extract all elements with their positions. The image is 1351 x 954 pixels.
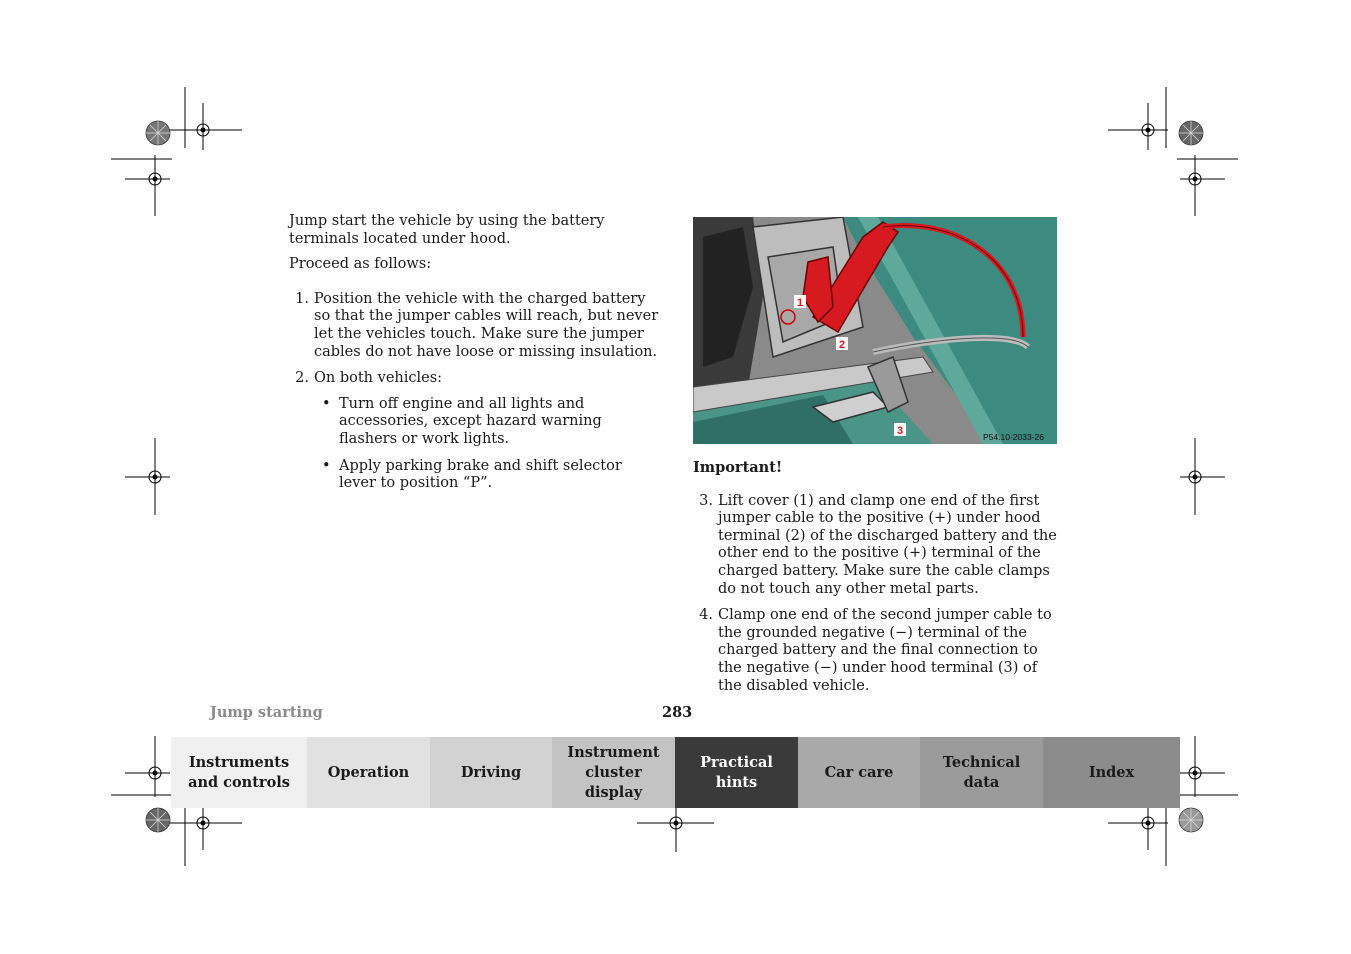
callout-2: 2 — [839, 339, 846, 351]
step-text: Lift cover (1) and clamp one end of the first jumper cable to the positive (+) under hood terminal (2) of the discharged battery and the other end to the positive (+) terminal of the charged battery. Make sure the cable clamps do not touch any other metal parts. — [718, 492, 1057, 597]
step-2 — [289, 370, 661, 493]
tab-car-care[interactable]: Car care — [798, 737, 920, 808]
footer-section-title: Jump starting — [210, 704, 323, 721]
callout-3: 3 — [897, 425, 904, 437]
left-column — [289, 213, 661, 502]
tab-driving[interactable]: Driving — [430, 737, 552, 808]
step-4 — [693, 607, 1063, 695]
steps-list-right — [693, 493, 1063, 696]
proceed-paragraph: Proceed as follows: — [289, 256, 432, 273]
steps-list-left — [289, 291, 661, 493]
tab-index[interactable]: Index — [1043, 737, 1180, 808]
important-heading: Important! — [693, 459, 783, 476]
tab-instruments-and-controls[interactable]: Instruments and controls — [171, 737, 307, 808]
bullet-item: • Apply parking brake and shift selector lever to position “P”. — [314, 458, 661, 493]
bullet-item: • Turn off engine and all lights and accessories, except hazard warning flashers or work lights. — [314, 396, 661, 449]
step-text: Clamp one end of the second jumper cable to the grounded negative (−) terminal of the charged battery and the final connection to the negative (−) under hood terminal (3) of the disabled vehicle. — [718, 607, 1052, 694]
intro-paragraph: Jump start the vehicle by using the battery terminals located under hood. — [289, 213, 605, 247]
tab-instrument-cluster-display[interactable]: Instrument cluster display — [552, 737, 675, 808]
step-text: On both vehicles: — [314, 370, 443, 387]
callout-1: 1 — [797, 297, 804, 309]
right-column — [693, 459, 1063, 704]
bullet-list — [314, 396, 661, 493]
step-number: 4. — [699, 607, 713, 624]
step-number: 2. — [295, 370, 309, 387]
step-1 — [289, 291, 661, 361]
tab-technical-data[interactable]: Technical data — [920, 737, 1043, 808]
page-number: 283 — [662, 704, 693, 721]
tab-operation[interactable]: Operation — [307, 737, 430, 808]
step-text: Position the vehicle with the charged battery so that the jumper cables will reach, but never let the vehicles touch. Make sure the jumper cables do not have loose or missing insulation. — [314, 290, 659, 360]
step-3 — [693, 493, 1063, 599]
jump-start-illustration — [693, 217, 1057, 444]
chapter-tab-bar — [171, 737, 1180, 808]
step-number: 3. — [699, 492, 713, 509]
engine-bay-drawing — [693, 217, 1057, 444]
step-number: 1. — [295, 290, 309, 307]
figure-code: P54.10-2033-26 — [983, 432, 1044, 442]
tab-practical-hints[interactable]: Practical hints — [675, 737, 798, 808]
